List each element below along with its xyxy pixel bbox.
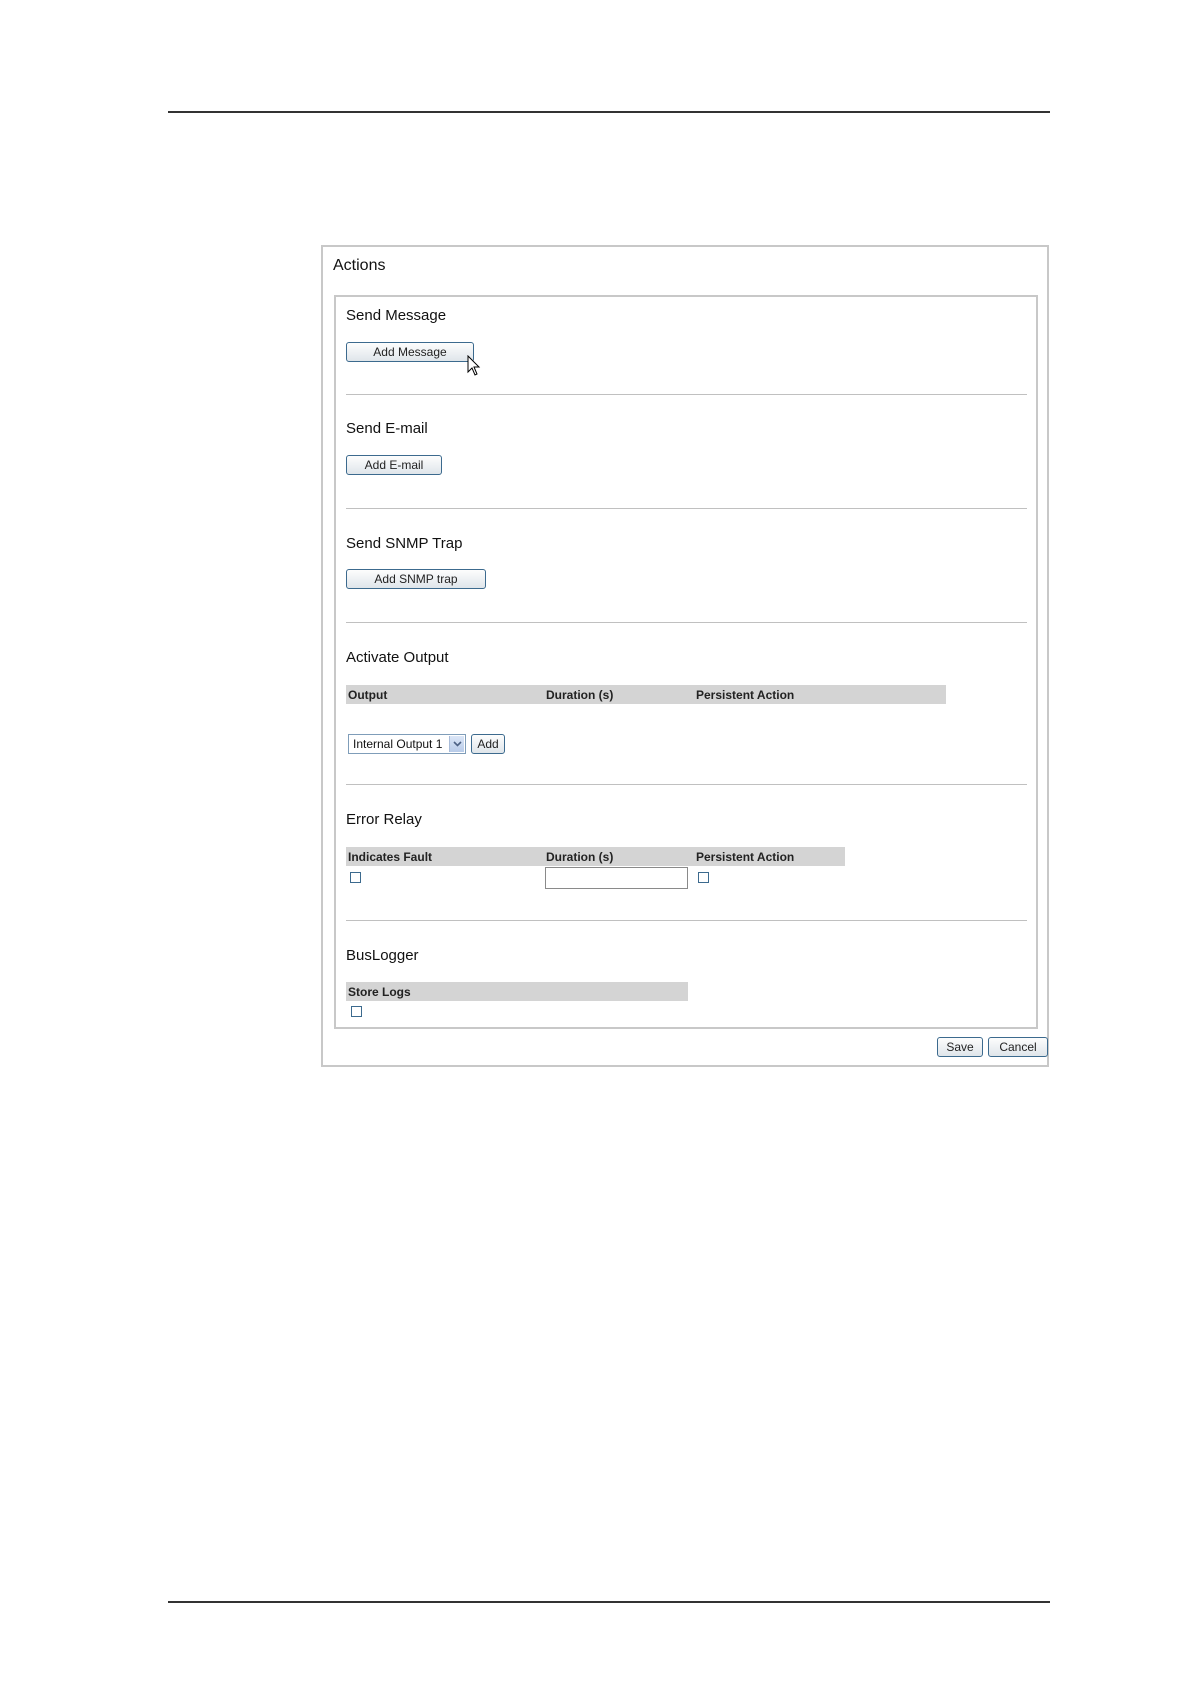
error-relay-section [346, 811, 1027, 901]
section-divider [346, 622, 1027, 623]
column-header-output: Output [348, 688, 388, 702]
section-divider [346, 394, 1027, 395]
activate-output-section [346, 649, 1027, 759]
buslogger-header [346, 982, 688, 1001]
send-snmp-title: Send SNMP Trap [346, 535, 463, 552]
panel-title: Actions [333, 257, 386, 274]
error-relay-duration-input[interactable] [545, 867, 688, 889]
send-message-section [346, 307, 1027, 387]
activate-output-header [346, 685, 946, 704]
column-header-store-logs: Store Logs [348, 985, 411, 999]
column-header-indicates-fault: Indicates Fault [348, 850, 433, 864]
actions-inner-frame [334, 295, 1038, 1029]
send-email-title: Send E-mail [346, 420, 428, 437]
send-email-section [346, 420, 1027, 480]
indicates-fault-checkbox[interactable] [350, 872, 361, 883]
page-header-rule [168, 111, 1050, 113]
mouse-pointer-icon [467, 355, 481, 377]
chevron-down-icon[interactable] [449, 736, 464, 752]
store-logs-checkbox[interactable] [351, 1006, 362, 1017]
section-divider [346, 508, 1027, 509]
add-message-button[interactable]: Add Message [346, 342, 474, 362]
error-relay-title: Error Relay [346, 811, 422, 828]
column-header-persistent-action: Persistent Action [696, 688, 795, 702]
section-divider [346, 920, 1027, 921]
buslogger-section [346, 947, 1027, 1027]
buslogger-title: BusLogger [346, 947, 419, 964]
add-email-button[interactable]: Add E-mail [346, 455, 442, 475]
output-select-value: Internal Output 1 [353, 737, 443, 751]
send-message-title: Send Message [346, 307, 447, 324]
persistent-action-checkbox[interactable] [698, 872, 709, 883]
output-select[interactable] [348, 734, 466, 754]
cancel-button[interactable]: Cancel [988, 1037, 1048, 1057]
error-relay-header [346, 847, 845, 866]
column-header-duration: Duration (s) [546, 688, 614, 702]
column-header-persistent-action: Persistent Action [696, 850, 795, 864]
send-snmp-section [346, 535, 1027, 595]
page-footer-rule [168, 1601, 1050, 1603]
activate-output-title: Activate Output [346, 649, 449, 666]
add-snmp-trap-button[interactable]: Add SNMP trap [346, 569, 486, 589]
section-divider [346, 784, 1027, 785]
actions-panel [321, 245, 1049, 1067]
add-output-button[interactable]: Add [471, 734, 505, 754]
column-header-duration: Duration (s) [546, 850, 614, 864]
save-button[interactable]: Save [937, 1037, 983, 1057]
